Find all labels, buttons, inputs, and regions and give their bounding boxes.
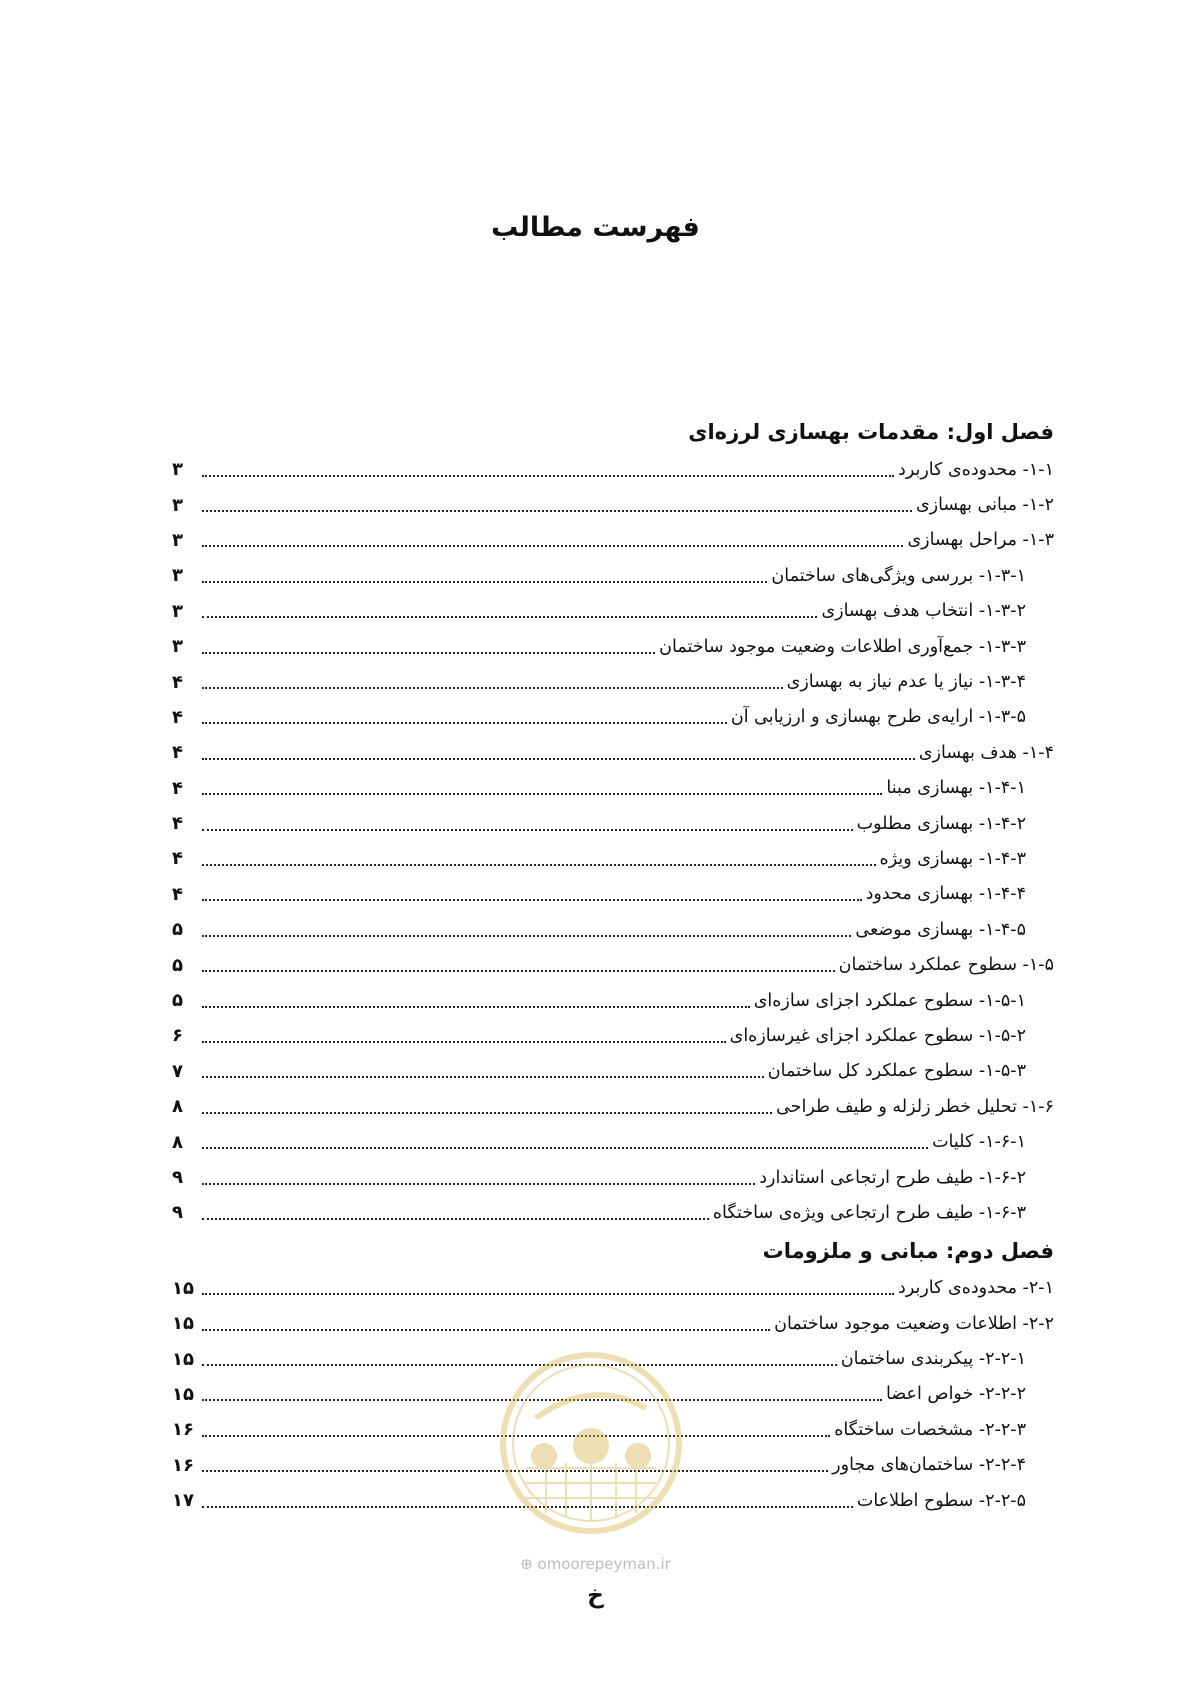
- toc-entry-page: ۴: [172, 671, 183, 693]
- toc-entry-label: ۱-۴-۲- بهسازی مطلوب: [856, 813, 1026, 834]
- toc-entry-page: ۸: [172, 1096, 183, 1118]
- toc-entry-label: ۱-۴-۳- بهسازی ویژه: [879, 848, 1026, 869]
- toc-entry-label: ۱-۶-۲- طیف طرح ارتجاعی استاندارد: [759, 1167, 1026, 1188]
- toc-entry[interactable]: [172, 877, 1054, 912]
- toc-entry[interactable]: [172, 771, 1054, 806]
- watermark-site: ⊕ omoorepeyman.ir: [520, 1555, 671, 1573]
- dot-leader: [202, 1218, 709, 1220]
- toc-entry-label: ۱-۳-۲- انتخاب هدف بهسازی: [821, 601, 1026, 622]
- toc-entry-label: ۱-۵-۳- سطوح عملکرد کل ساختمان: [767, 1061, 1026, 1082]
- dot-leader: [202, 899, 862, 901]
- toc-entry[interactable]: [172, 487, 1054, 522]
- chapter-heading: فصل دوم: مبانی و ملزومات: [762, 1238, 1054, 1263]
- dot-leader: [202, 1147, 928, 1149]
- toc-entry[interactable]: [172, 947, 1054, 982]
- toc-entry[interactable]: [172, 452, 1054, 487]
- page-title: فهرست مطالب: [491, 212, 700, 243]
- toc-entry[interactable]: [172, 1271, 1054, 1306]
- toc-entry[interactable]: [172, 664, 1054, 699]
- toc-entry[interactable]: [172, 841, 1054, 876]
- toc-entry-label: ۱-۲- مبانی بهسازی: [915, 495, 1054, 516]
- toc-entry-page: ۳: [172, 636, 183, 658]
- toc-entry-label: ۱-۵-۲- سطوح عملکرد اجزای غیرسازه‌ای: [729, 1025, 1026, 1046]
- page-number: خ: [587, 1583, 604, 1609]
- toc-entry-page: ۴: [172, 848, 183, 870]
- dot-leader: [202, 545, 903, 547]
- dot-leader: [202, 1006, 750, 1008]
- toc-entry-page: ۴: [172, 883, 183, 905]
- toc-entry[interactable]: [172, 629, 1054, 664]
- dot-leader: [202, 1293, 894, 1295]
- toc-entry-label: ۲-۱- محدوده‌ی کاربرد: [898, 1278, 1054, 1299]
- toc-entry-page: ۱۵: [172, 1277, 194, 1299]
- toc-entry-label: ۱-۳-۴- نیاز یا عدم نیاز به بهسازی: [786, 672, 1026, 693]
- toc-entry-label: ۲-۲- اطلاعات وضعیت موجود ساختمان: [774, 1313, 1054, 1334]
- toc-entry-label: ۱-۴- هدف بهسازی: [918, 742, 1054, 763]
- dot-leader: [202, 1041, 726, 1043]
- dot-leader: [202, 864, 876, 866]
- dot-leader: [202, 793, 882, 795]
- dot-leader: [202, 581, 767, 583]
- toc-entry-page: ۱۶: [172, 1454, 194, 1476]
- toc-entry-page: ۴: [172, 706, 183, 728]
- dot-leader: [202, 652, 655, 654]
- toc-entry[interactable]: [172, 594, 1054, 629]
- toc-entry-label: ۱-۳-۳- جمع‌آوری اطلاعات وضعیت موجود ساختمان: [659, 636, 1026, 657]
- toc-entry-page: ۶: [172, 1025, 183, 1047]
- toc-entry-page: ۳: [172, 600, 183, 622]
- toc-entry-label: ۱-۳-۵- ارایه‌ی طرح بهسازی و ارزیابی آن: [730, 707, 1026, 728]
- toc-entry[interactable]: [172, 1018, 1054, 1053]
- toc-entry[interactable]: [172, 1054, 1054, 1089]
- toc-entry-label: ۱-۴-۴- بهسازی محدود: [865, 884, 1026, 905]
- dot-leader: [202, 829, 853, 831]
- dot-leader: [202, 722, 727, 724]
- toc-entry[interactable]: [172, 1195, 1054, 1230]
- dot-leader: [202, 1183, 755, 1185]
- toc-entry-label: ۲-۲-۳- مشخصات ساختگاه: [834, 1419, 1026, 1440]
- toc-entry-page: ۳: [172, 529, 183, 551]
- toc-entry-label: ۱-۶-۳- طیف طرح ارتجاعی ویژه‌ی ساختگاه: [712, 1202, 1026, 1223]
- toc-entry[interactable]: [172, 700, 1054, 735]
- toc-entry-label: ۱-۵-۱- سطوح عملکرد اجزای سازه‌ای: [753, 990, 1026, 1011]
- toc-entry-label: ۱-۴-۱- بهسازی مبنا: [886, 778, 1026, 799]
- dot-leader: [202, 1112, 772, 1114]
- toc-entry-label: ۲-۲-۲- خواص اعضا: [886, 1384, 1026, 1405]
- toc-entry[interactable]: [172, 1089, 1054, 1124]
- watermark-logo: [496, 1348, 686, 1538]
- toc-entry[interactable]: [172, 1160, 1054, 1195]
- toc-entry[interactable]: [172, 1306, 1054, 1341]
- toc-entry-label: ۱-۶-۱- کلیات: [932, 1132, 1026, 1153]
- dot-leader: [202, 510, 912, 512]
- toc-entry-page: ۳: [172, 565, 183, 587]
- toc-entry[interactable]: [172, 1124, 1054, 1159]
- toc-entry[interactable]: [172, 806, 1054, 841]
- dot-leader: [202, 970, 835, 972]
- toc-entry-label: ۱-۴-۵- بهسازی موضعی: [855, 919, 1026, 940]
- toc-entry-label: ۱-۳- مراحل بهسازی: [907, 530, 1054, 551]
- toc-entry-page: ۵: [172, 954, 183, 976]
- toc-entry-page: ۴: [172, 777, 183, 799]
- toc-entry-page: ۳: [172, 459, 183, 481]
- dot-leader: [202, 1076, 764, 1078]
- toc-entry-page: ۱۶: [172, 1419, 194, 1441]
- toc-entry-page: ۱۷: [172, 1490, 194, 1512]
- web-icon: ⊕: [520, 1555, 533, 1573]
- toc-entry-label: ۱-۶- تحلیل خطر زلزله و طیف طراحی: [776, 1096, 1054, 1117]
- toc-entry[interactable]: [172, 523, 1054, 558]
- toc-entry-page: ۵: [172, 990, 183, 1012]
- toc-entry-page: ۸: [172, 1131, 183, 1153]
- toc-entry-page: ۳: [172, 494, 183, 516]
- toc-entry-page: ۹: [172, 1167, 183, 1188]
- toc-entry-page: ۷: [172, 1060, 183, 1082]
- dot-leader: [202, 935, 851, 937]
- dot-leader: [202, 687, 783, 689]
- toc-entry-label: ۲-۲-۱- پیکربندی ساختمان: [840, 1349, 1026, 1370]
- toc-entry-label: ۲-۲-۴- ساختمان‌های مجاور: [832, 1455, 1026, 1476]
- toc-entry-page: ۵: [172, 919, 183, 941]
- dot-leader: [202, 475, 894, 477]
- toc-entry-label: ۱-۳-۱- بررسی ویژگی‌های ساختمان: [771, 565, 1026, 586]
- toc-entry-page: ۴: [172, 742, 183, 764]
- dot-leader: [202, 1329, 770, 1331]
- chapter-heading: فصل اول: مقدمات بهسازی لرزه‌ای: [688, 420, 1054, 444]
- toc-entry[interactable]: [172, 735, 1054, 770]
- toc-entry-label: ۱-۱- محدوده‌ی کاربرد: [898, 459, 1054, 480]
- toc-entry[interactable]: [172, 983, 1054, 1018]
- toc-entry-label: ۲-۲-۵- سطوح اطلاعات: [856, 1490, 1026, 1511]
- toc-entry-page: ۱۵: [172, 1348, 194, 1370]
- toc-entry[interactable]: [172, 912, 1054, 947]
- toc-entry-label: ۱-۵- سطوح عملکرد ساختمان: [838, 955, 1054, 976]
- toc-entry-page: ۹: [172, 1202, 183, 1224]
- toc-entry-page: ۴: [172, 813, 183, 835]
- dot-leader: [202, 758, 915, 760]
- toc-entry-page: ۱۵: [172, 1313, 194, 1335]
- toc-entry-page: ۱۵: [172, 1383, 194, 1405]
- dot-leader: [202, 616, 817, 618]
- toc-entry[interactable]: [172, 558, 1054, 593]
